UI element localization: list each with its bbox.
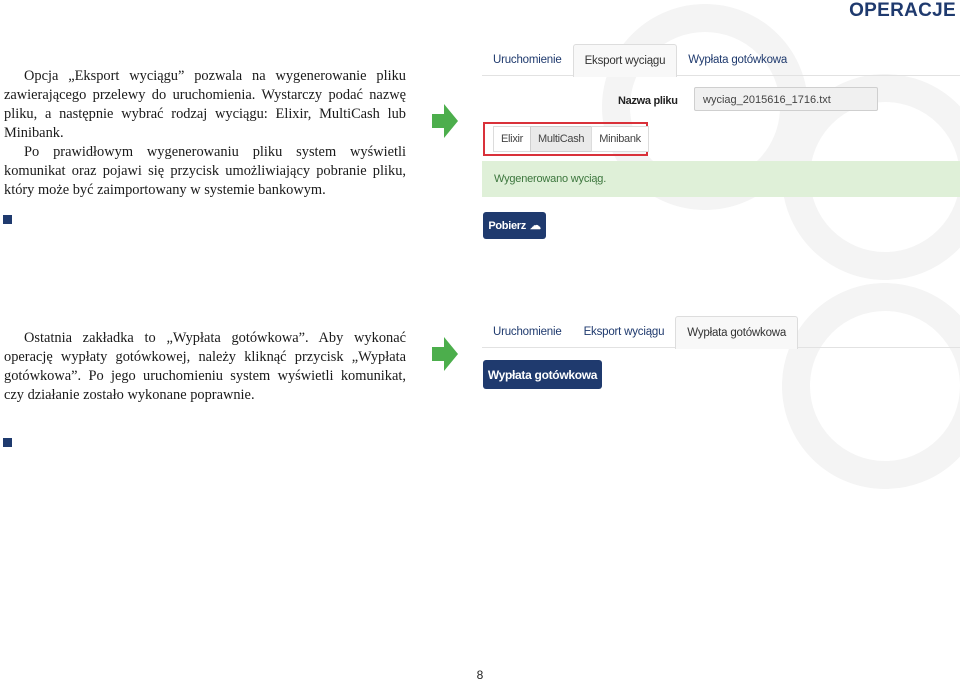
cash-withdrawal-button[interactable]: Wypłata gotówkowa <box>483 360 602 389</box>
tab-eksport-wyciagu[interactable]: Eksport wyciągu <box>573 44 678 77</box>
section2-text <box>4 329 406 405</box>
tab-bar <box>482 316 798 348</box>
tab-wyplata-gotowkowa[interactable]: Wypłata gotówkowa <box>688 54 788 66</box>
success-alert: Wygenerowano wyciąg. <box>482 161 960 197</box>
export-statement-screenshot <box>482 44 960 244</box>
format-option-minibank[interactable]: Minibank <box>591 126 649 152</box>
section2-paragraph: Ostatnia zakładka to „Wypłata gotówkowa”. Aby wykonać operację wypłaty gotówkowej, należy kliknąć przycisk „Wypłata gotówkowa”. Po jego uruchomieniu system wyświetli komunikat, czy działanie zostało wykonane poprawnie. <box>4 330 406 403</box>
tab-wyplata-gotowkowa[interactable]: Wypłata gotówkowa <box>675 316 798 349</box>
download-button[interactable] <box>483 212 546 239</box>
file-name-label: Nazwa pliku <box>618 95 678 107</box>
section1-paragraph1: Opcja „Eksport wyciągu” pozwala na wygenerowanie pliku zawierającego przelewy do uruchomienia. Wystarczy podać nazwę pliku, a następnie wybrać rodzaj wyciągu: Elixir, MultiCash lub Minibank. <box>4 68 406 141</box>
section1-paragraph2: Po prawidłowym wygenerowaniu pliku system wyświetli komunikat oraz pojawi się przycisk umożliwiający pobranie pliku, który może być zaimportowany w systemie bankowym. <box>4 144 406 198</box>
tab-bar <box>482 44 798 76</box>
format-option-multicash[interactable]: MultiCash <box>530 126 592 152</box>
cloud-download-icon: ☁ <box>529 220 541 232</box>
page-header-title: OPERACJE <box>849 0 956 21</box>
tab-uruchomienie[interactable]: Uruchomienie <box>493 54 562 66</box>
statement-format-selector <box>483 122 648 156</box>
format-option-elixir[interactable]: Elixir <box>493 126 531 152</box>
background-watermark <box>782 283 960 489</box>
tab-eksport-wyciagu[interactable]: Eksport wyciągu <box>583 326 665 338</box>
download-button-label: Pobierz <box>488 219 526 232</box>
section-bullet-2 <box>3 438 12 447</box>
section1-text <box>4 67 406 200</box>
section-bullet-1 <box>3 215 12 224</box>
page-number: 8 <box>476 668 484 682</box>
file-name-field[interactable]: wyciag_2015616_1716.txt <box>694 87 878 111</box>
arrow-right-icon <box>432 104 458 138</box>
arrow-right-icon <box>432 337 458 371</box>
tab-uruchomienie[interactable]: Uruchomienie <box>493 326 562 338</box>
cash-withdrawal-screenshot <box>482 313 960 405</box>
